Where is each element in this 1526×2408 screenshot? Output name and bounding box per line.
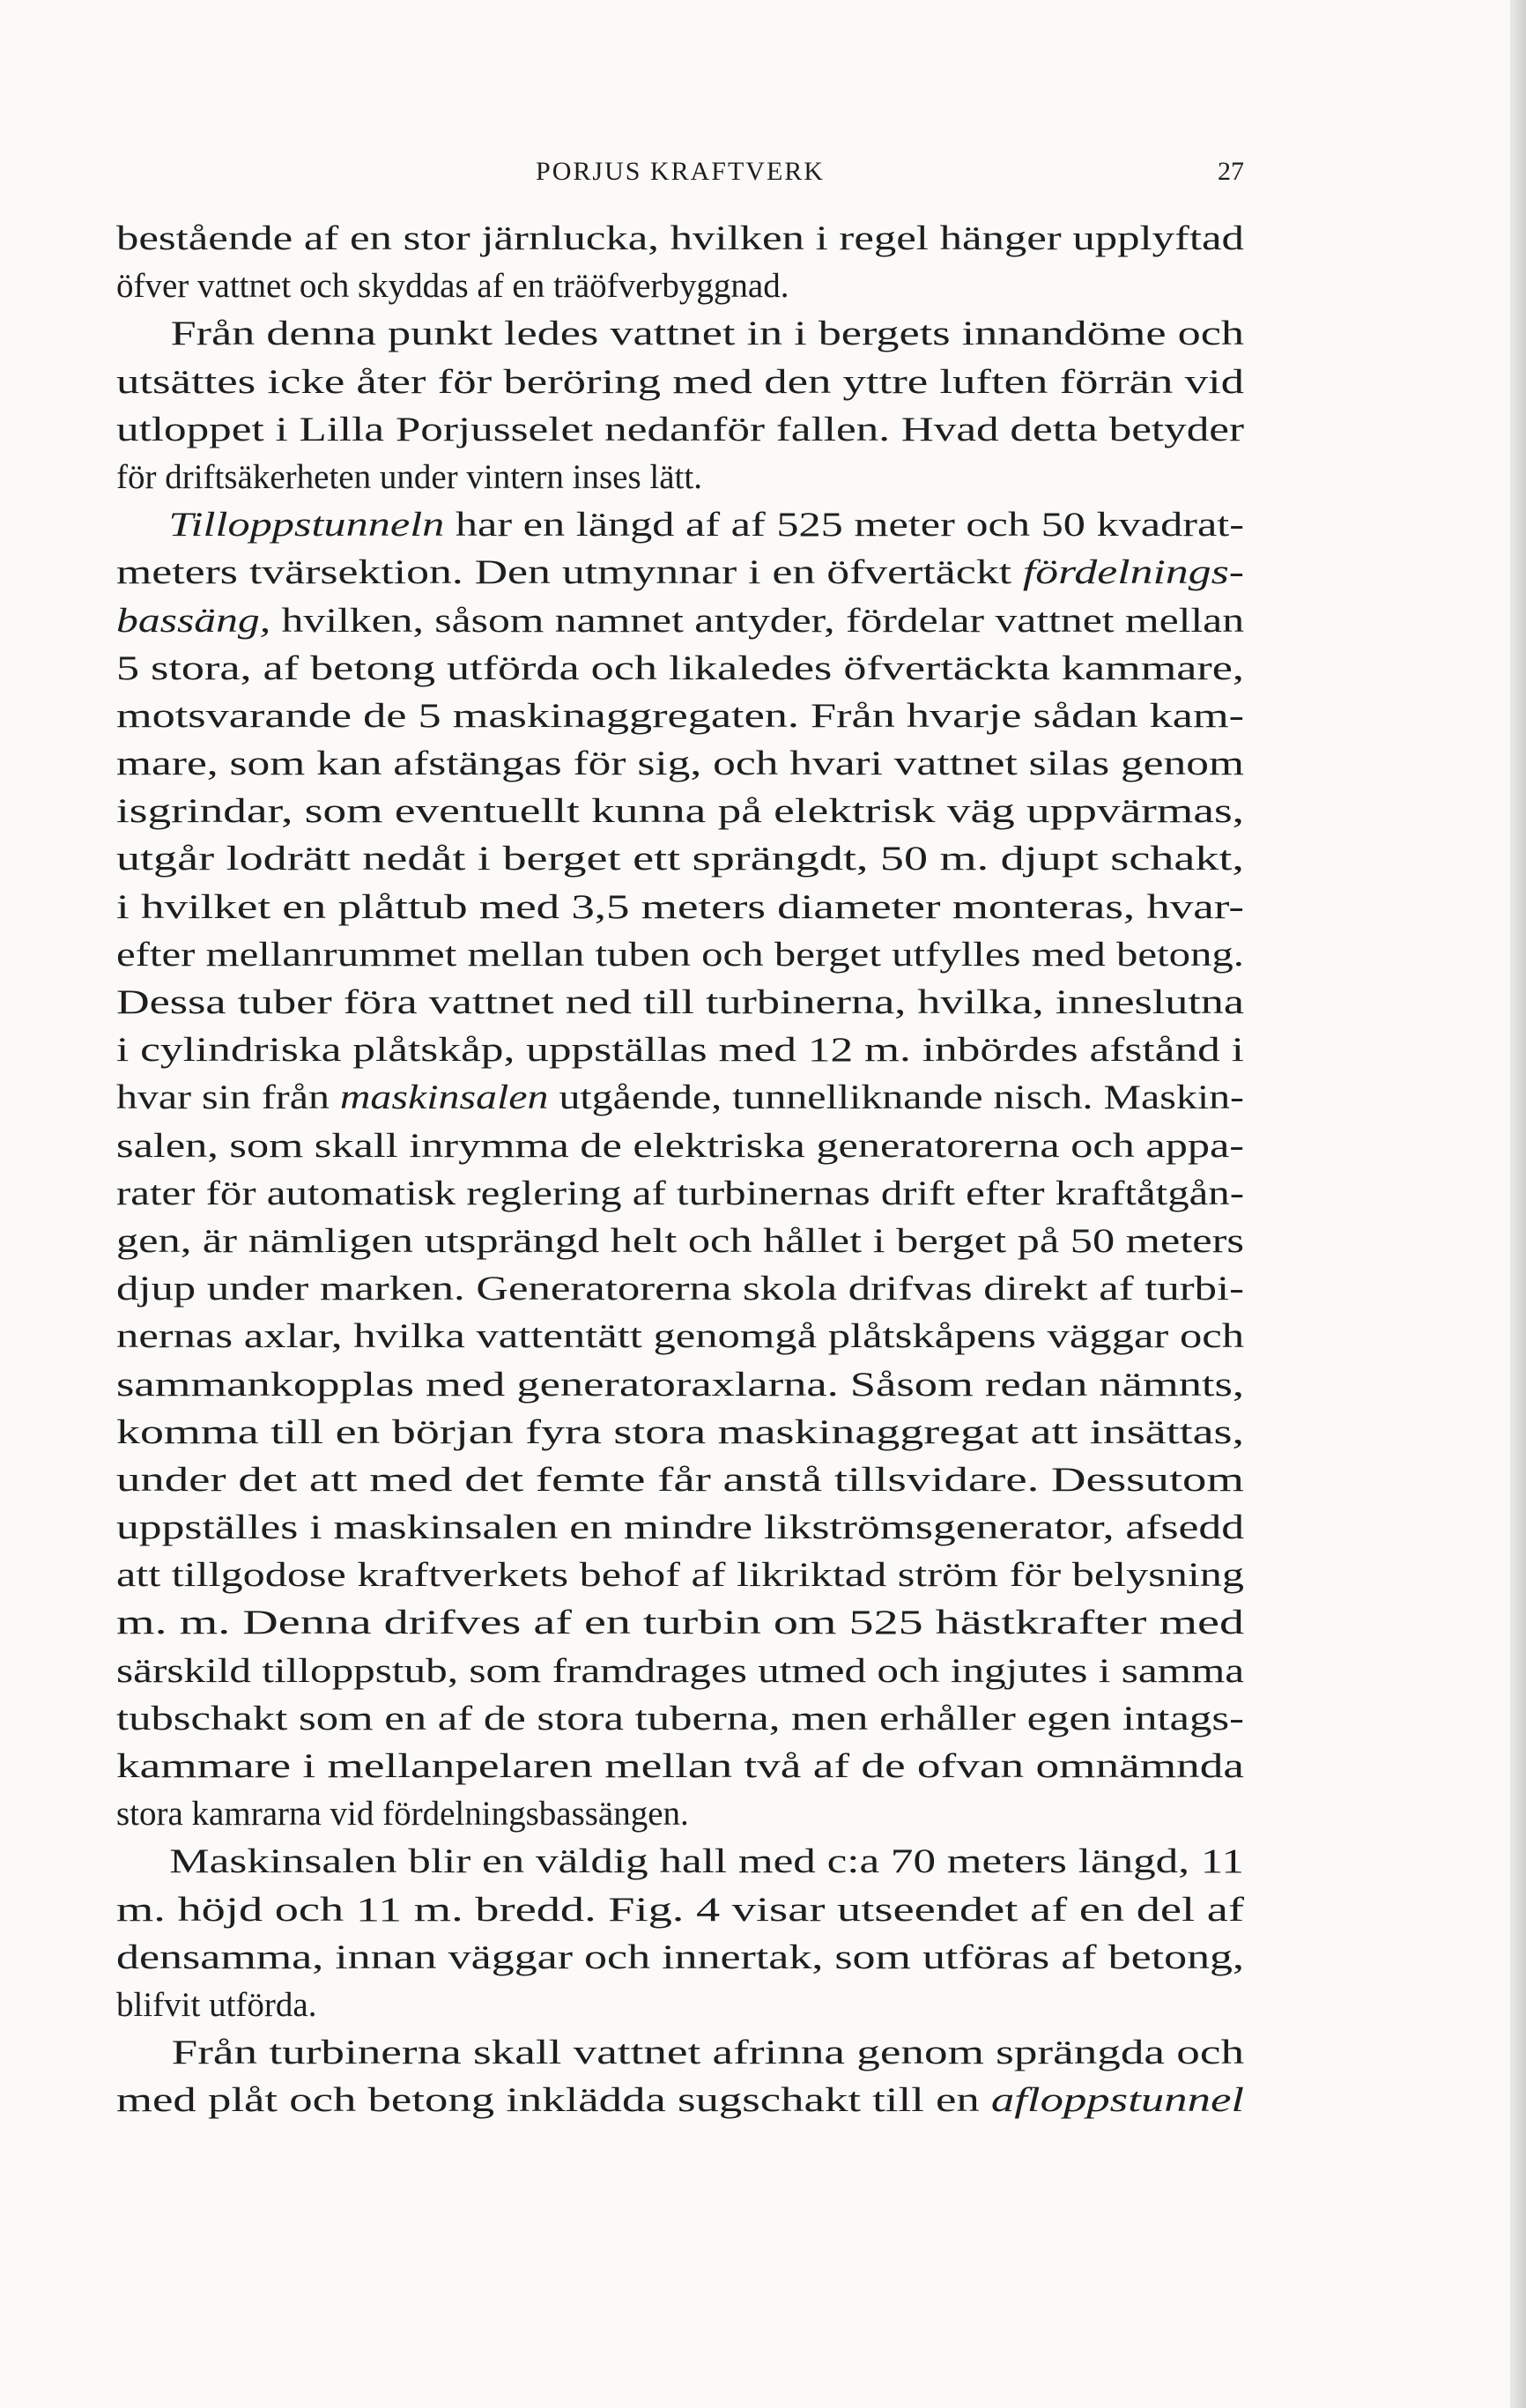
line-content xyxy=(116,931,1244,979)
text-run: densamma, innan väggar och innertak, som utföras af betong, xyxy=(116,1938,1245,1976)
text-run: efter mellanrummet mellan tuben och berget utfylles med betong. xyxy=(116,935,1245,974)
line-content xyxy=(116,1838,1244,1886)
text-line xyxy=(116,2077,1244,2124)
text-line xyxy=(116,788,1244,835)
text-line xyxy=(116,1648,1244,1695)
line-content xyxy=(116,1409,1244,1456)
text-line xyxy=(116,310,1244,358)
line-content xyxy=(116,215,1244,263)
text-run: utloppet i Lilla Porjusselet nedanför fallen. Hvad detta betyder xyxy=(116,410,1245,448)
text-line xyxy=(116,263,1244,310)
italic-term: maskinsalen xyxy=(339,1078,549,1117)
line-content xyxy=(116,406,1244,454)
text-line xyxy=(116,597,1244,645)
italic-term: Tilloppstunneln xyxy=(168,506,445,545)
line-content xyxy=(116,1122,1244,1170)
line-content xyxy=(116,1648,1244,1695)
line-content xyxy=(116,788,1244,835)
text-line xyxy=(116,549,1244,596)
line-content xyxy=(116,645,1244,693)
text-run: salen, som skall inrymma de elektriska generatorerna och appa- xyxy=(116,1126,1245,1165)
text-line xyxy=(116,1361,1244,1409)
line-content xyxy=(116,359,1244,406)
text-line xyxy=(116,2029,1244,2077)
text-run: utgående, tunnelliknande nisch. Maskin- xyxy=(548,1078,1245,1117)
line-content xyxy=(116,1552,1244,1599)
text-run: Från denna punkt ledes vattnet in i bergets innandöme och xyxy=(170,315,1244,353)
line-content xyxy=(116,454,702,501)
line-content xyxy=(116,1982,316,2029)
scan-edge-shadow xyxy=(1510,0,1526,2408)
text-line xyxy=(116,835,1244,883)
text-run: under det att med det femte får anstå tillsvidare. Dessutom xyxy=(116,1460,1244,1499)
line-content xyxy=(116,1456,1244,1504)
text-line xyxy=(116,1552,1244,1599)
line-content xyxy=(116,693,1244,740)
line-content xyxy=(116,1934,1244,1982)
text-line xyxy=(116,1456,1244,1504)
italic-term: bassäng, xyxy=(116,601,271,640)
text-run: bestående af en stor järnlucka, hvilken i regel hänger upplyftad xyxy=(116,219,1244,257)
text-line xyxy=(116,1074,1244,1122)
line-content xyxy=(116,1074,1244,1122)
text-line xyxy=(116,693,1244,740)
text-run: djup under marken. Generatorerna skola drifvas direkt af turbi- xyxy=(116,1270,1244,1308)
line-content xyxy=(116,549,1244,596)
text-run: uppställes i maskinsalen en mindre likströmsgenerator, afsedd xyxy=(116,1508,1245,1547)
text-run: utgår lodrätt nedåt i berget ett sprängdt, 50 m. djupt schakt, xyxy=(116,840,1244,878)
text-line xyxy=(116,1790,1244,1838)
text-run: rater för automatisk reglering af turbinernas drift efter kraftåtgån- xyxy=(116,1174,1245,1212)
text-line xyxy=(116,884,1244,931)
line-content xyxy=(116,2029,1244,2077)
text-line xyxy=(116,1838,1244,1886)
text-line xyxy=(116,406,1244,454)
text-run: m. m. Denna drifves af en turbin om 525 hästkrafter med xyxy=(116,1604,1245,1642)
text-line xyxy=(116,1695,1244,1743)
line-content xyxy=(116,1790,689,1838)
body-text xyxy=(116,215,1244,2125)
text-run: stora kamrarna vid fördelningsbassängen. xyxy=(116,1795,689,1834)
text-run: hvilken, såsom namnet antyder, fördelar vattnet mellan xyxy=(270,601,1245,640)
text-run: mare, som kan afstängas för sig, och hvari vattnet silas genom xyxy=(116,745,1244,783)
line-content xyxy=(116,1313,1244,1360)
text-run: Från turbinerna skall vattnet afrinna genom sprängda och xyxy=(171,2034,1245,2072)
text-line xyxy=(116,1982,1244,2029)
text-line xyxy=(116,1265,1244,1313)
text-run: komma till en början fyra stora maskinaggregat att insättas, xyxy=(116,1412,1244,1451)
line-content xyxy=(116,835,1244,883)
text-line xyxy=(116,359,1244,406)
text-run: att tillgodose kraftverkets behof af likriktad ström för belysning xyxy=(116,1556,1245,1595)
text-run: meters tvärsektion. Den utmynnar i en öfvertäckt xyxy=(116,553,1023,592)
line-content xyxy=(116,1504,1244,1552)
text-line xyxy=(116,1504,1244,1552)
text-line xyxy=(116,1122,1244,1170)
text-run: för driftsäkerheten under vintern inses lätt. xyxy=(116,457,702,496)
text-run: tubschakt som en af de stora tuberna, men erhåller egen intags- xyxy=(116,1699,1245,1737)
line-content xyxy=(116,501,1244,549)
line-content xyxy=(116,2077,1244,2124)
text-line xyxy=(116,1313,1244,1360)
text-run: Dessa tuber föra vattnet ned till turbinerna, hvilka, inneslutna xyxy=(116,983,1245,1021)
line-content xyxy=(116,310,1244,358)
line-content xyxy=(116,1886,1244,1934)
text-run: Maskinsalen blir en väldig hall med c:a 70 meters längd, 11 xyxy=(169,1842,1244,1881)
text-run: 5 stora, af betong utförda och likaledes öfvertäckta kammare, xyxy=(116,648,1244,687)
text-line xyxy=(116,454,1244,501)
text-line xyxy=(116,1170,1244,1218)
text-line xyxy=(116,979,1244,1026)
italic-term: afloppstunnel xyxy=(990,2081,1245,2120)
text-run: utsättes icke åter för beröring med den yttre luften förrän vid xyxy=(116,362,1245,401)
italic-term: fördelnings- xyxy=(1022,553,1244,592)
line-content xyxy=(116,1361,1244,1409)
line-content xyxy=(116,1170,1244,1218)
line-content xyxy=(116,1265,1244,1313)
text-line xyxy=(116,1218,1244,1265)
page-header xyxy=(116,157,1244,196)
line-content xyxy=(116,1218,1244,1265)
text-run: har en längd af af 525 meter och 50 kvadrat- xyxy=(444,506,1245,545)
text-run: med plåt och betong inklädda sugschakt till en xyxy=(116,2081,991,2120)
text-run: kammare i mellanpelaren mellan två af de ofvan omnämnda xyxy=(116,1747,1244,1785)
page-number: 27 xyxy=(1218,157,1244,186)
line-content xyxy=(116,979,1244,1026)
text-line xyxy=(116,1599,1244,1647)
text-run: i cylindriska plåtskåp, uppställas med 12 m. inbördes afstånd i xyxy=(116,1031,1244,1070)
text-run: hvar sin från xyxy=(116,1078,340,1117)
text-line xyxy=(116,501,1244,549)
text-run: särskild tilloppstub, som framdrages utmed och ingjutes i samma xyxy=(116,1651,1245,1690)
text-run: isgrindar, som eventuellt kunna på elektrisk väg uppvärmas, xyxy=(116,792,1244,831)
text-line xyxy=(116,1743,1244,1790)
text-run: motsvarande de 5 maskinaggregaten. Från hvarje sådan kam- xyxy=(116,696,1245,735)
line-content xyxy=(116,1695,1244,1743)
text-line xyxy=(116,215,1244,263)
text-line xyxy=(116,740,1244,788)
text-run: i hvilket en plåttub med 3,5 meters diameter monteras, hvar- xyxy=(116,887,1245,926)
text-line xyxy=(116,1886,1244,1934)
line-content xyxy=(116,1743,1244,1790)
line-content xyxy=(116,263,789,310)
text-run: öfver vattnet och skyddas af en träöfverbyggnad. xyxy=(116,267,789,306)
text-run: m. höjd och 11 m. bredd. Fig. 4 visar utseendet af en del af xyxy=(116,1890,1245,1929)
text-line xyxy=(116,931,1244,979)
line-content xyxy=(116,740,1244,788)
line-content xyxy=(116,1026,1244,1074)
text-run: blifvit utförda. xyxy=(116,1985,317,2024)
line-content xyxy=(116,597,1244,645)
text-run: gen, är nämligen utsprängd helt och hållet i berget på 50 meters xyxy=(116,1221,1244,1260)
text-line xyxy=(116,1409,1244,1456)
line-content xyxy=(116,884,1244,931)
line-content xyxy=(116,1599,1244,1647)
text-line xyxy=(116,1934,1244,1982)
text-run: nernas axlar, hvilka vattentätt genomgå plåtskåpens väggar och xyxy=(116,1317,1245,1356)
text-run: sammankopplas med generatoraxlarna. Såsom redan nämnts, xyxy=(116,1365,1245,1404)
text-line xyxy=(116,645,1244,693)
running-title: PORJUS KRAFTVERK xyxy=(536,157,825,186)
text-line xyxy=(116,1026,1244,1074)
